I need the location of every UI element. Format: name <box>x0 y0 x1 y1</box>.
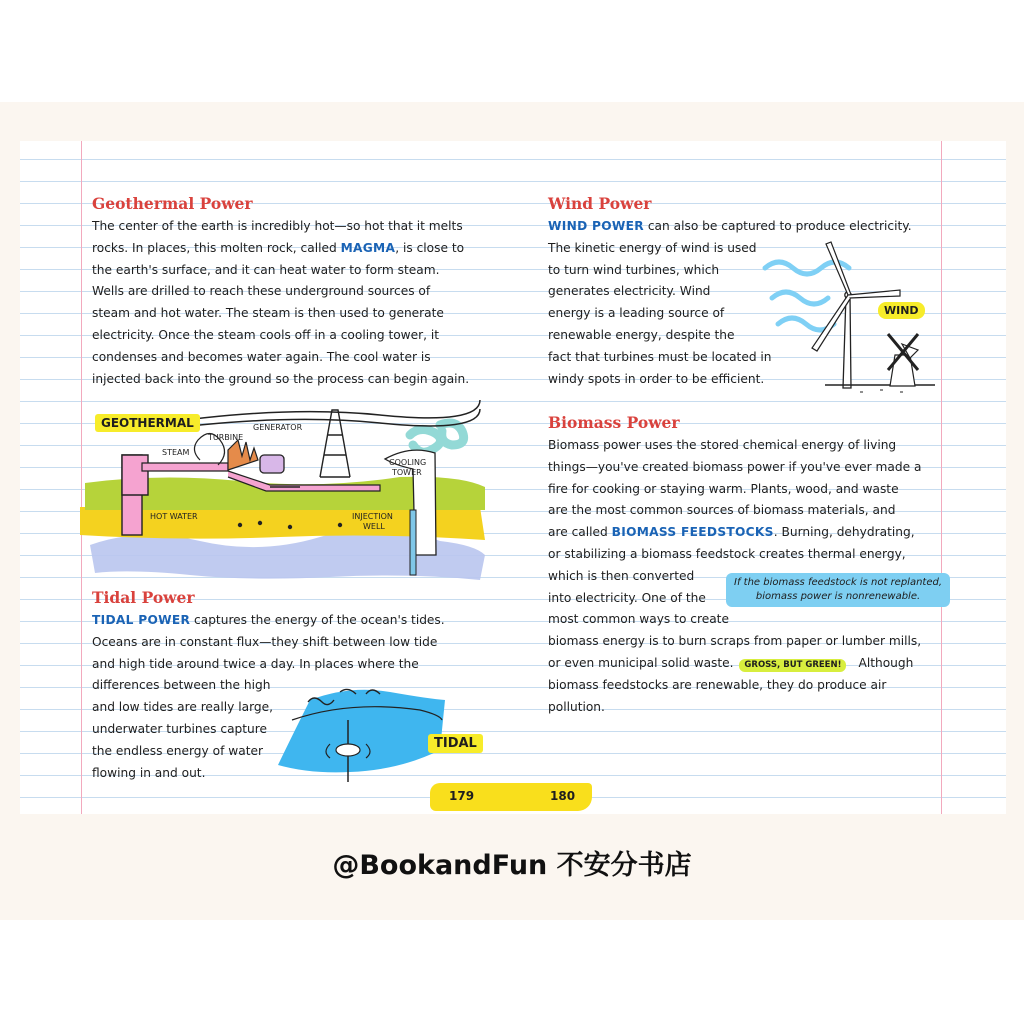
biomass-paragraph: Biomass power uses the stored chemical energy of living things—you've created biomass power if you've ever made a fire for cooking or staying warm. Plants, wood, and waste are the most common sources of biomass materials, and are called BIOMASS FEEDSTOCKS. Burning, dehydrating, or stabilizing a biomass feedstock creates thermal energy, which is then converted into electricity. One of the most common ways to create biomass energy is to burn scraps from paper or lumber mills, or even municipal solid waste. GROSS, BUT GREEN! Although biomass feedstocks are renewable, they do produce air pollution. <box>548 438 922 714</box>
page-number-right: 180 <box>550 789 576 803</box>
steam-label: STEAM <box>162 448 190 457</box>
wind-illustration <box>760 240 940 400</box>
biomass-note: If the biomass feedstock is not replanted, biomass power is nonrenewable. <box>726 573 950 607</box>
hot-water-label: HOT WATER <box>150 512 198 521</box>
generator-label: GENERATOR <box>253 423 303 432</box>
wind-tag: WIND <box>878 302 925 319</box>
geothermal-heading: Geothermal Power <box>92 194 253 213</box>
injection-label: INJECTION <box>352 512 393 521</box>
wind-heading: Wind Power <box>548 194 652 213</box>
biomass-heading: Biomass Power <box>548 413 680 432</box>
keyword-biomass-feedstocks: BIOMASS FEEDSTOCKS <box>611 525 774 540</box>
geothermal-paragraph: The center of the earth is incredibly hot—so hot that it melts rocks. In places, this molten rock, called MAGMA, is close to the earth's surface, and it can heat water to form steam. Wells are drilled to reach these underground sources of steam and hot water. The steam is then used to generate electricity. Once the steam cools off in a cooling tower, it condenses and becomes water again. The cool water is injected back into the ground so the process can begin again. <box>92 219 470 386</box>
tidal-heading: Tidal Power <box>92 588 195 607</box>
tidal-illustration <box>270 680 450 790</box>
turbine-label: TURBINE <box>208 433 244 442</box>
wind-paragraph: WIND POWER can also be captured to produce electricity. The kinetic energy of wind is used to turn wind turbines, which generates electricity. Wind energy is a leading source of renewable energy, despite the fact that turbines must be located in windy spots in order to be efficient. <box>548 219 912 386</box>
keyword-wind-power: WIND POWER <box>548 219 644 233</box>
page-number-left: 179 <box>449 789 475 803</box>
watermark-caption: @BookandFun 不安分书店 <box>332 850 692 881</box>
tidal-tag: TIDAL <box>428 734 483 753</box>
gross-but-green-badge: GROSS, BUT GREEN! <box>739 659 846 672</box>
keyword-magma: MAGMA <box>340 240 396 255</box>
right-margin-line <box>941 141 942 814</box>
tower-label: TOWER <box>392 468 422 477</box>
keyword-tidal-power: TIDAL POWER <box>92 613 191 627</box>
well-label: WELL <box>363 522 385 531</box>
geothermal-tag: GEOTHERMAL <box>95 414 200 432</box>
cooling-label: COOLING <box>389 458 427 467</box>
tidal-paragraph: TIDAL POWER captures the energy of the ocean's tides. Oceans are in constant flux—they shift between low tide and high tide around twice a day. In places where the differences between the high and low tides are really large, underwater turbines capture the endless energy of water flowing in and out. <box>92 613 445 780</box>
